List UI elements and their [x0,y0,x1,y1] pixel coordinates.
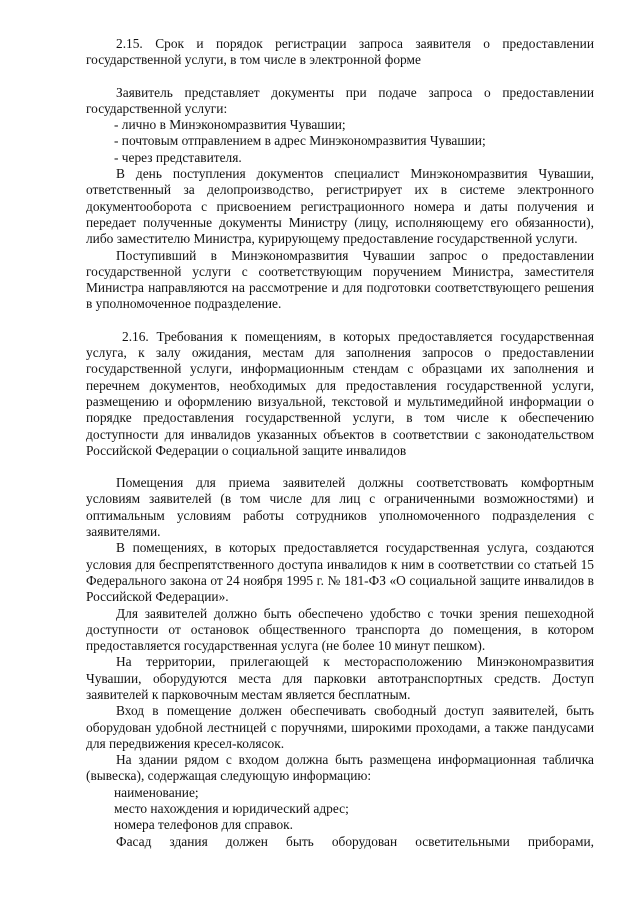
section-2-16-paragraph: В помещениях, в которых предоставляется государственная услуга, создаются условия для беспрепятственного доступа инвалидов к ним в соответствии со статьей 15 Федерального закона от 24 ноября 1995 г. № 181-ФЗ «О социальной защите инвалидов в Российской Федерации». [86,540,594,605]
list-item: - лично в Минэкономразвития Чувашии; [114,117,346,133]
section-2-15-paragraph: Поступивший в Минэкономразвития Чувашии запрос о предоставлении государственной услуги с соответствующим поручением Министра, заместителя Министра направляются на рассмотрение и для подготовки соответствующего решения в уполномоченное подразделение. [86,247,594,312]
list-item: наименование; [114,784,199,800]
document-page [86,36,594,850]
list-item: номера телефонов для справок. [114,817,294,833]
list-item: место нахождения и юридический адрес; [114,801,349,817]
section-2-16-paragraph: На территории, прилегающей к месторасположению Минэкономразвития Чувашии, оборудуются места для парковки автотранспортных средств. Доступ заявителей к парковочным местам является бесплатным. [86,654,594,702]
section-2-16-paragraph: На здании рядом с входом должна быть размещена информационная табличка (вывеска), содержащая следующую информацию: [86,752,594,784]
section-2-15-paragraph: В день поступления документов специалист Минэкономразвития Чувашии, ответственный за делопроизводство, регистрирует их в системе электронного документооборота с присвоением регистрационного номера и даты получения и передает полученные документы Министру (лицу, исполняющему его обязанности), либо заместителю Министра, курирующему предоставление государственной услуги. [86,166,594,247]
section-2-15-intro: Заявитель представляет документы при подаче запроса о предоставлении государственной услуги: [86,84,594,116]
section-2-16-paragraph: Фасад здания должен быть оборудован осветительными приборами, [116,833,594,849]
list-item: - почтовым отправлением в адрес Минэкономразвития Чувашии; [114,133,486,149]
section-2-16-heading: 2.16. Требования к помещениям, в которых предоставляется государственная услуга, к залу ожидания, местам для заполнения запросов о предоставлении государственной услуги, информационным стендам с образцами их заполнения и перечнем документов, необходимых для предоставления государственной услуги, размещению и оформлению визуальной, текстовой и мультимедийной информации о порядке предоставления государственной услуги, в том числе к обеспечению доступности для инвалидов указанных объектов в соответствии с законодательством Российской Федерации о социальной защите инвалидов [86,328,594,458]
section-2-15-heading: 2.15. Срок и порядок регистрации запроса заявителя о предоставлении государственной услуги, в том числе в электронной форме [86,36,594,68]
section-2-16-paragraph: Для заявителей должно быть обеспечено удобство с точки зрения пешеходной доступности от остановок общественного транспорта до помещения, в котором предоставляется государственная услуга (не более 10 минут пешком). [86,605,594,654]
list-item: - через представителя. [114,149,242,165]
section-2-16-paragraph: Вход в помещение должен обеспечивать свободный доступ заявителей, быть оборудован удобной лестницей с поручнями, широкими проходами, а также пандусами для передвижения кресел-колясок. [86,703,594,751]
section-2-16-paragraph: Помещения для приема заявителей должны соответствовать комфортным условиям заявителей (в том числе для лиц с ограниченными возможностями) и оптимальным условиям работы сотрудников уполномоченного подразделения с заявителями. [86,475,594,540]
